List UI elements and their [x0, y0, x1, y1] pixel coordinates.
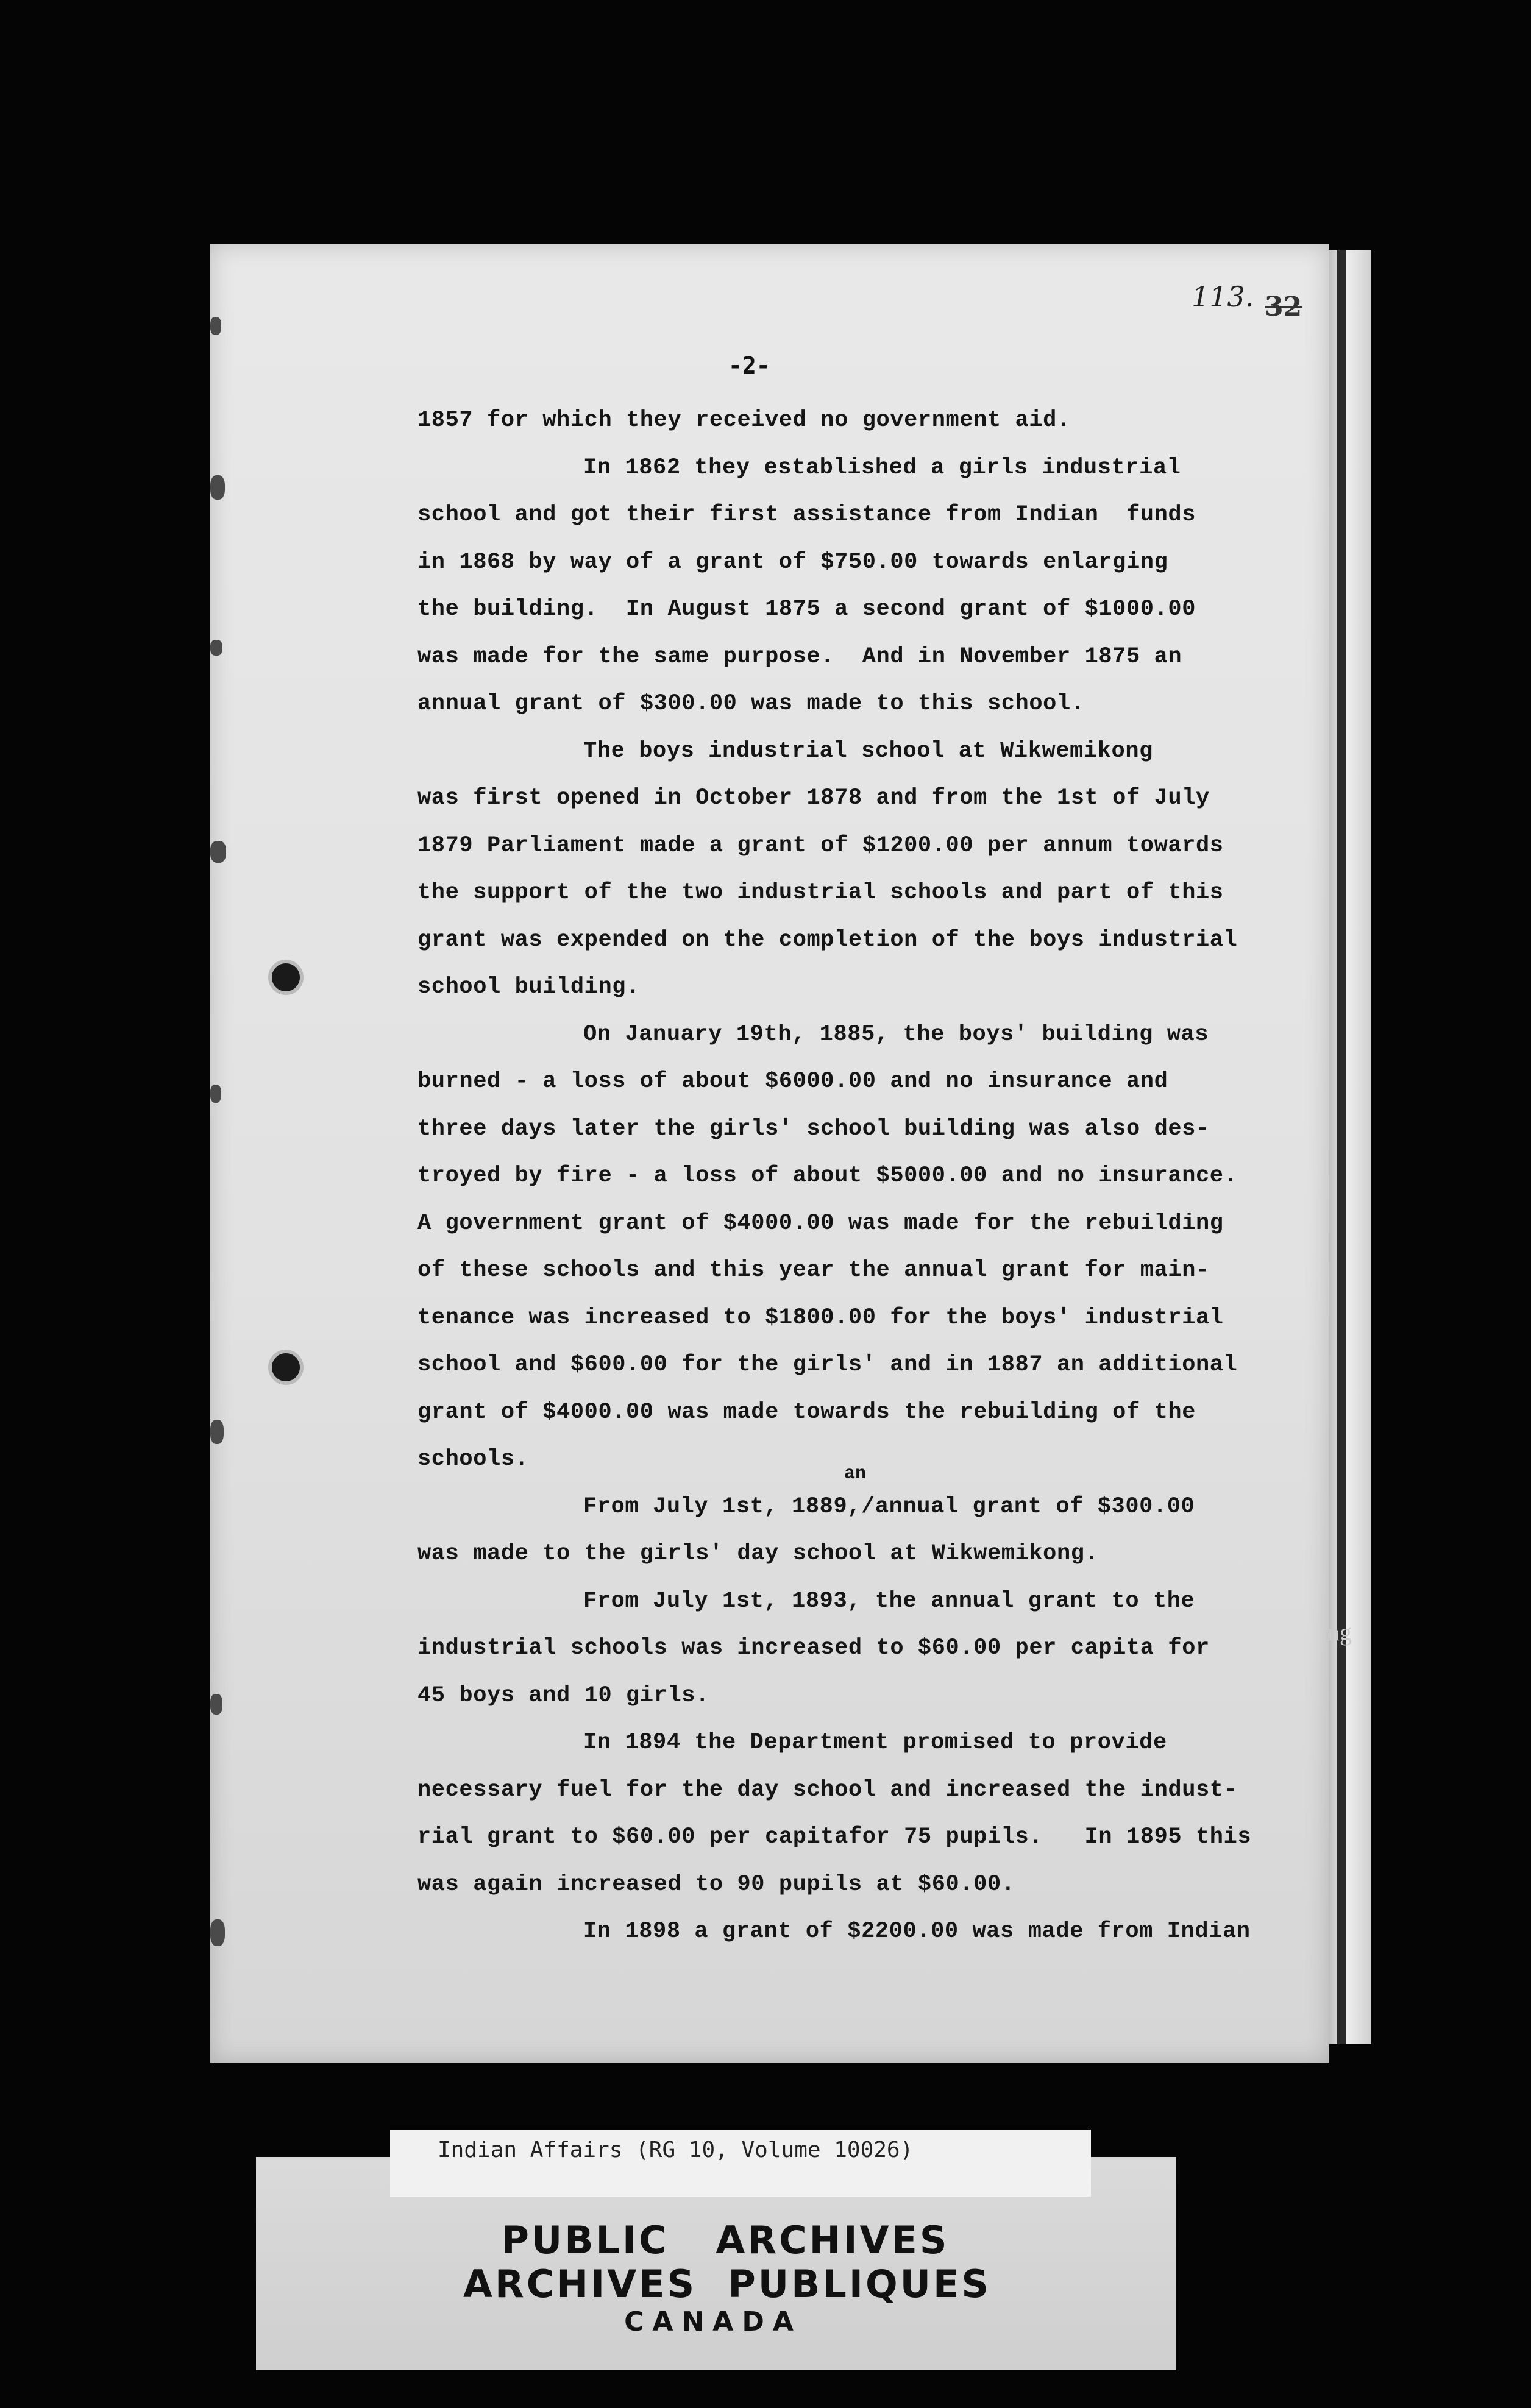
text-line: In 1862 they established a girls industrial — [583, 455, 1181, 481]
text-line: was first opened in October 1878 and from the 1st of July — [417, 785, 1210, 811]
page-marker: -2- — [728, 352, 770, 379]
text-line: school building. — [417, 974, 640, 1000]
margin-fragment: ng — [1327, 1618, 1352, 1646]
text-line: school and $600.00 for the girls' and in 1887 an additional — [417, 1352, 1238, 1378]
text-line: school and got their first assistance from Indian funds — [417, 502, 1196, 528]
punch-hole-upper — [268, 960, 304, 995]
punch-hole-lower — [268, 1350, 304, 1385]
page-edge-shadow — [1337, 250, 1346, 2044]
text-line: annual grant of $300.00 was made to this school. — [417, 691, 1085, 717]
text-line: The boys industrial school at Wikwemikong — [583, 738, 1153, 764]
stamp-canada: CANADA — [624, 2306, 802, 2337]
text-line: On January 19th, 1885, the boys' building was — [583, 1021, 1209, 1047]
volume-reference: Indian Affairs (RG 10, Volume 10026) — [438, 2137, 914, 2162]
folio-number: 113. — [1192, 280, 1254, 313]
interlinear-insertion: an — [844, 1464, 867, 1484]
text-line: troyed by fire - a loss of about $5000.00 and no insurance. — [417, 1163, 1238, 1189]
text-line: In 1894 the Department promised to provide — [583, 1730, 1167, 1755]
text-line: From July 1st, 1889,/annual grant of $300.00 — [583, 1493, 1195, 1520]
text-line: industrial schools was increased to $60.00 per capita for — [417, 1635, 1210, 1661]
stamp-public-archives: PUBLIC ARCHIVES — [501, 2218, 950, 2262]
typed-body — [417, 397, 1283, 1956]
text-line: 1857 for which they received no government aid. — [417, 408, 1071, 433]
underlying-page-edge — [1329, 250, 1371, 2044]
text-line: 1879 Parliament made a grant of $1200.00 per annum towards — [417, 832, 1224, 859]
text-line: in 1868 by way of a grant of $750.00 towards enlarging — [417, 549, 1168, 575]
text-line: From July 1st, 1893, the annual grant to the — [583, 1588, 1195, 1614]
struck-folio-number: 32 — [1265, 291, 1302, 322]
text-line: burned - a loss of about $6000.00 and no insurance and — [417, 1069, 1168, 1094]
text-line: was again increased to 90 pupils at $60.00. — [417, 1871, 1015, 1897]
text-line: grant was expended on the completion of the boys industrial — [417, 927, 1238, 953]
text-line: schools. — [417, 1447, 529, 1472]
stamp-archives-publiques: ARCHIVES PUBLIQUES — [463, 2262, 992, 2306]
text-line: the building. In August 1875 a second grant of $1000.00 — [417, 597, 1196, 622]
text-line: the support of the two industrial schools and part of this — [417, 880, 1224, 905]
text-line: three days later the girls' school building was also des- — [417, 1116, 1210, 1142]
text-line: necessary fuel for the day school and increased the indust- — [417, 1777, 1238, 1803]
text-line: of these schools and this year the annual grant for main- — [417, 1258, 1210, 1283]
text-line: rial grant to $60.00 per capitafor 75 pupils. In 1895 this — [417, 1824, 1252, 1850]
text-line: 45 boys and 10 girls. — [417, 1682, 709, 1709]
text-line: grant of $4000.00 was made towards the rebuilding of the — [417, 1399, 1196, 1425]
text-line: was made to the girls' day school at Wikwemikong. — [417, 1541, 1099, 1567]
text-line: A government grant of $4000.00 was made for the rebuilding — [417, 1210, 1224, 1236]
text-line: In 1898 a grant of $2200.00 was made from Indian — [583, 1919, 1251, 1944]
text-line: was made for the same purpose. And in November 1875 an — [417, 643, 1182, 670]
text-line: tenance was increased to $1800.00 for the boys' industrial — [417, 1305, 1224, 1331]
